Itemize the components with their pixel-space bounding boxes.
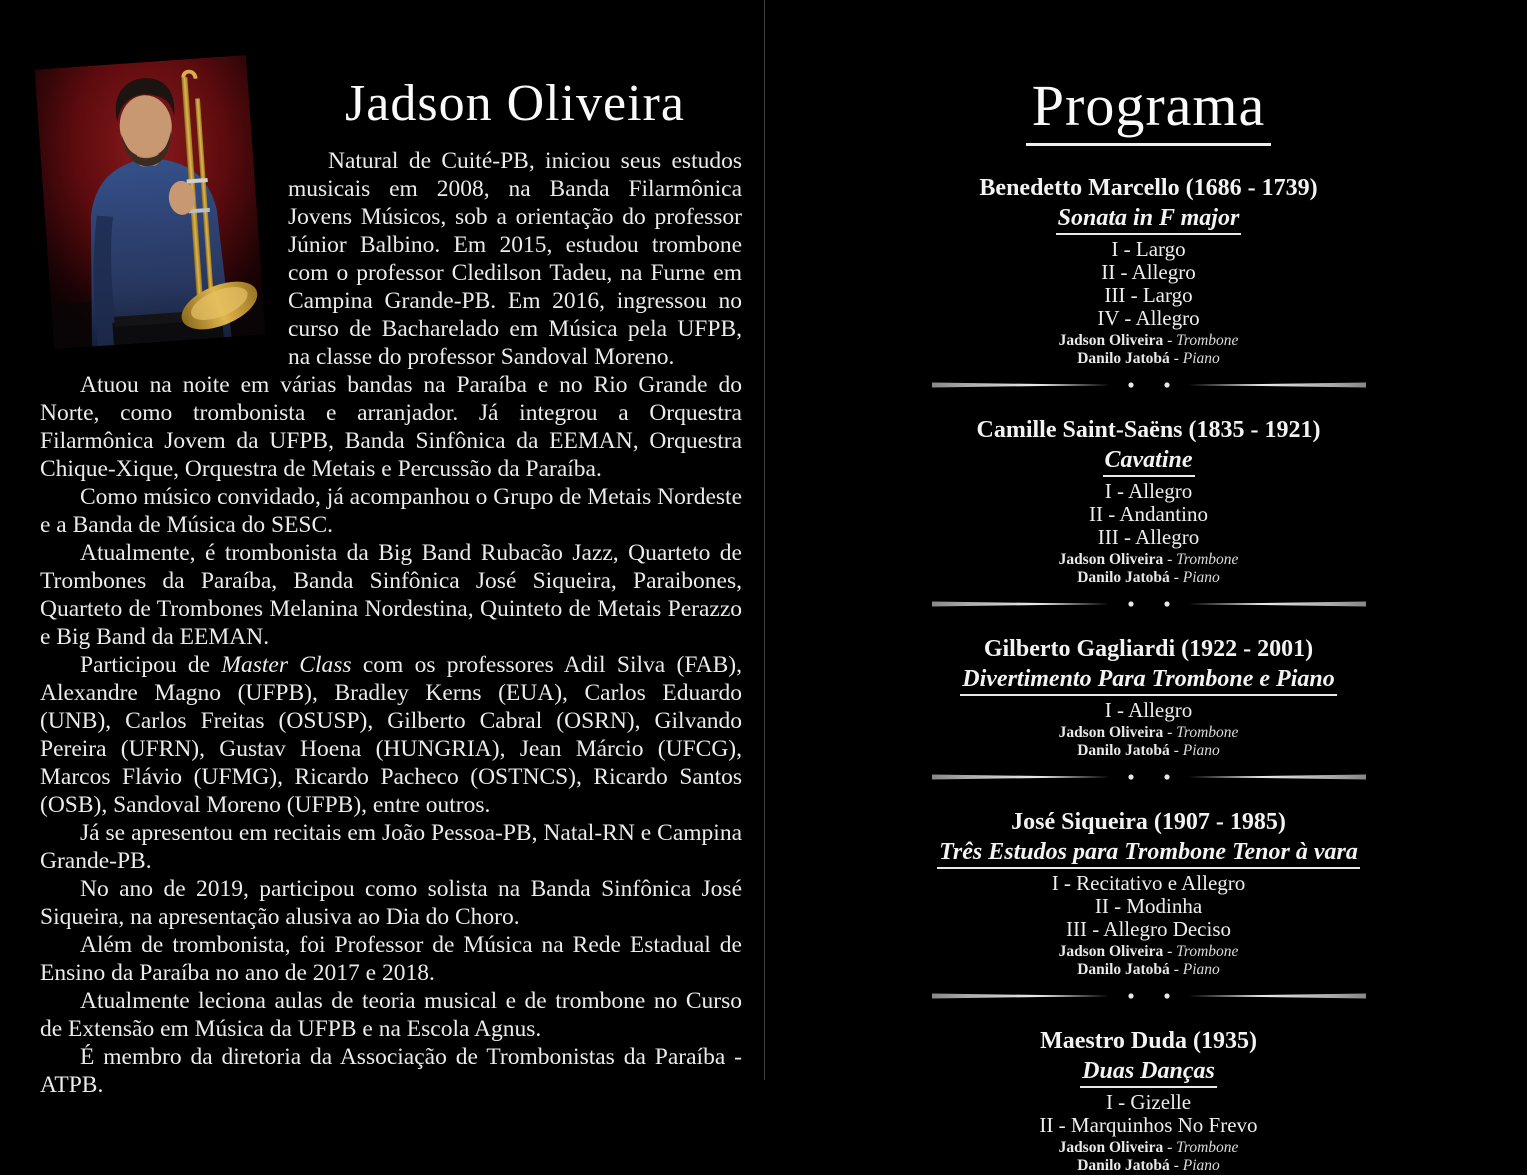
work-title: Duas Danças [1080, 1057, 1217, 1088]
performer-list [770, 1139, 1527, 1175]
movement-list [770, 872, 1527, 941]
program-section [770, 1027, 1527, 1175]
program-section [770, 174, 1527, 368]
performer-line: Jadson Oliveira - Trombone [1058, 1139, 1239, 1156]
bio-paragraph-2: Atuou na noite em várias bandas na Paraíba e no Rio Grande do Norte, como trombonista e arranjador. Já integrou a Orquestra Filarmônica Jovem da UFPB, Banda Sinfônica da EEMAN, Orquestra Chique-Xique, Orquestra de Metais e Percussão da Paraíba. [40, 372, 742, 482]
bio-paragraph-1: Natural de Cuité-PB, iniciou seus estudos musicais em 2008, na Banda Filarmônica Jovens Músicos, sob a orientação do professor Júnior Balbino. Em 2015, estudou trombone com o professor Cledilson Tadeu, na Furne em Campina Grande-PB. Em 2016, ingressou no curso de Bacharelado em Música pela UFPB, na classe do professor Sandoval Moreno. [288, 148, 742, 370]
section-divider-ornament [932, 770, 1366, 784]
artist-photo [40, 58, 272, 350]
movement-list [770, 699, 1527, 722]
performer-line: Jadson Oliveira - Trombone [1058, 943, 1239, 960]
program-section [770, 416, 1527, 587]
movement-list [770, 480, 1527, 549]
performer-list [770, 332, 1527, 368]
movement-item: IV - Allegro [1097, 306, 1200, 330]
bio-paragraph-4: Atualmente, é trombonista da Big Band Rubacão Jazz, Quarteto de Trombones da Paraíba, Banda Sinfônica José Siqueira, Paraibones, Quarteto de Trombones Melanina Nordestina, Quinteto de Metais Perazzo e Big Band da EEMAN. [40, 540, 742, 650]
performer-list [770, 943, 1527, 979]
performer-list [770, 724, 1527, 760]
movement-item: III - Largo [1104, 283, 1193, 307]
movement-item: II - Marquinhos No Frevo [1039, 1113, 1258, 1137]
composer-name: Gilberto Gagliardi (1922 - 2001) [983, 636, 1314, 662]
performer-line: Danilo Jatobá - Piano [1077, 350, 1220, 367]
movement-item: II - Andantino [1089, 502, 1208, 526]
artist-name-title: Jadson Oliveira [345, 75, 685, 132]
work-title: Sonata in F major [1056, 204, 1242, 235]
composer-name: Maestro Duda (1935) [1040, 1028, 1257, 1054]
movement-item: III - Allegro Deciso [1065, 917, 1232, 941]
bio-paragraph-5: Participou de Master Class com os professores Adil Silva (FAB), Alexandre Magno (UFPB), Bradley Kerns (EUA), Carlos Eduardo (UNB), Carlos Freitas (OSUSP), Gilberto Cabral (OSRN), Gilvando Pereira (UFRN), Gustav Hoena (HUNGRIA), Jean Márcio (UFCG), Marcos Flávio (UFMG), Ricardo Pacheco (OSTNCS), Ricardo Santos (OSB), Sandoval Moreno (UFPB), entre outros. [40, 652, 742, 818]
bio-paragraph-6: Já se apresentou em recitais em João Pessoa-PB, Natal-RN e Campina Grande-PB. [40, 820, 742, 874]
performer-line: Jadson Oliveira - Trombone [1058, 724, 1239, 741]
page-gutter-divider [764, 0, 765, 1080]
performer-line: Danilo Jatobá - Piano [1077, 1157, 1220, 1174]
performer-line: Jadson Oliveira - Trombone [1058, 551, 1239, 568]
artist-photo-image [35, 55, 266, 349]
performer-line: Danilo Jatobá - Piano [1077, 742, 1220, 759]
composer-name: Benedetto Marcello (1686 - 1739) [979, 175, 1318, 201]
movement-list [770, 1091, 1527, 1137]
bio-paragraph-9: Atualmente leciona aulas de teoria musical e de trombone no Curso de Extensão em Música da UFPB e na Escola Agnus. [40, 988, 742, 1042]
program-section [770, 808, 1527, 979]
composer-name: José Siqueira (1907 - 1985) [1011, 809, 1286, 835]
movement-item: I - Gizelle [1105, 1090, 1192, 1114]
bio-paragraph-7: No ano de 2019, participou como solista na Banda Sinfônica José Siqueira, na apresentação alusiva ao Dia do Choro. [40, 876, 742, 930]
composer-name: Camille Saint-Saëns (1835 - 1921) [976, 417, 1321, 443]
performer-line: Danilo Jatobá - Piano [1077, 569, 1220, 586]
section-divider-ornament [932, 378, 1366, 392]
bio-paragraph-8: Além de trombonista, foi Professor de Música na Rede Estadual de Ensino da Paraíba no ano de 2017 e 2018. [40, 932, 742, 986]
movement-item: I - Allegro [1104, 698, 1193, 722]
program-title: Programa [1026, 72, 1272, 146]
performer-line: Jadson Oliveira - Trombone [1058, 332, 1239, 349]
work-title: Divertimento Para Trombone e Piano [960, 665, 1336, 696]
movement-item: II - Allegro [1101, 260, 1196, 284]
movement-item: I - Recitativo e Allegro [1051, 871, 1246, 895]
section-divider-ornament [932, 989, 1366, 1003]
biography-page [40, 52, 742, 1099]
program-page [770, 0, 1527, 1174]
program-section [770, 635, 1527, 760]
performer-line: Danilo Jatobá - Piano [1077, 961, 1220, 978]
movement-item: I - Largo [1111, 237, 1186, 261]
movement-item: I - Allegro [1104, 479, 1193, 503]
bio-paragraph-10: É membro da diretoria da Associação de Trombonistas da Paraíba - ATPB. [40, 1044, 742, 1098]
bio-paragraph-3: Como músico convidado, já acompanhou o Grupo de Metais Nordeste e a Banda de Música do SESC. [40, 484, 742, 538]
movement-item: II - Modinha [1094, 894, 1203, 918]
movement-list [770, 238, 1527, 330]
movement-item: III - Allegro [1097, 525, 1200, 549]
performer-list [770, 551, 1527, 587]
work-title: Três Estudos para Trombone Tenor à vara [937, 838, 1360, 869]
section-divider-ornament [932, 597, 1366, 611]
work-title: Cavatine [1103, 446, 1195, 477]
master-class-italic: Master Class [221, 652, 352, 678]
